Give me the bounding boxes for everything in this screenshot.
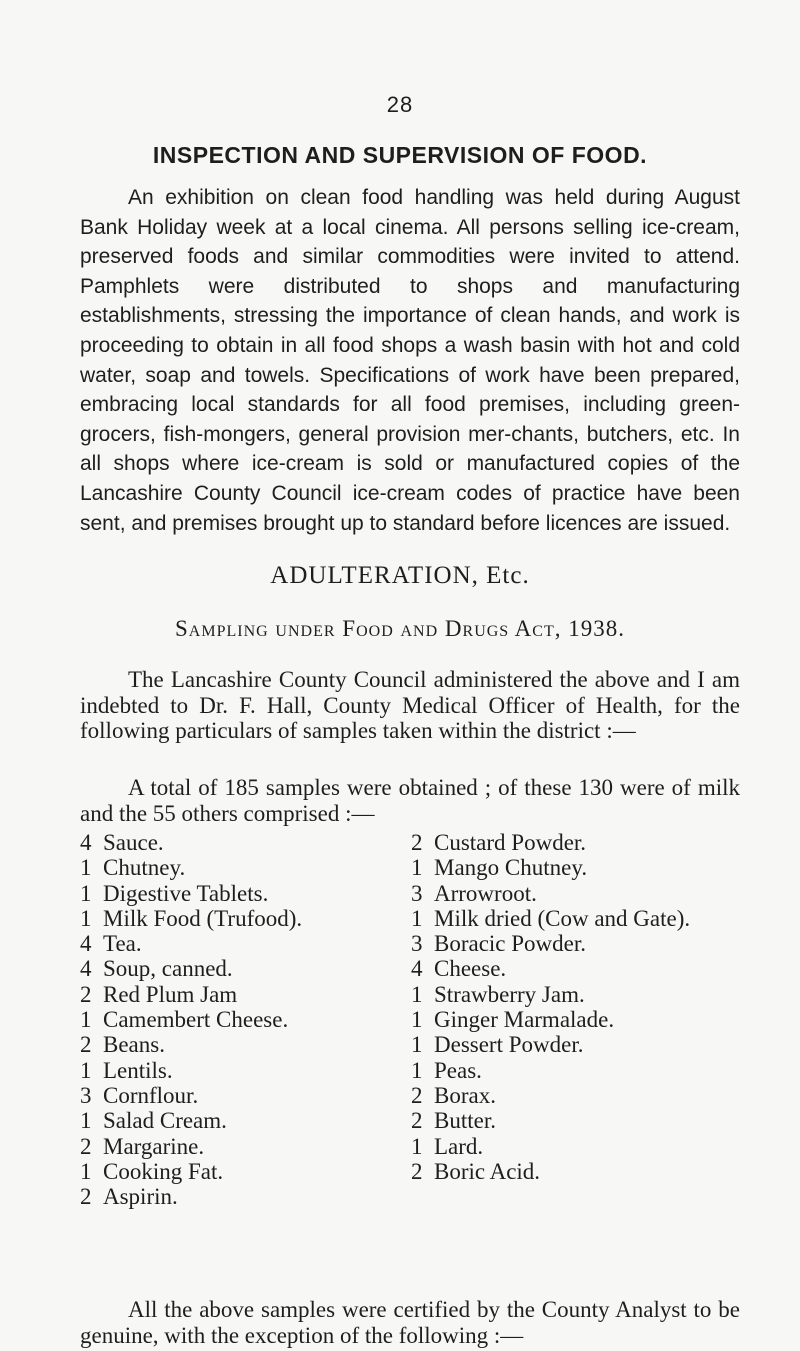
sample-list-item bbox=[80, 931, 400, 956]
sample-quantity: 1 bbox=[80, 1057, 92, 1083]
sample-item-name: Red Plum Jam bbox=[103, 981, 238, 1007]
sample-item-name: Lentils. bbox=[103, 1057, 173, 1083]
sample-item-name: Butter. bbox=[434, 1108, 496, 1134]
certified-paragraph: All the above samples were certified by the County Analyst to be genuine, with the exception of the following :— bbox=[80, 1297, 740, 1348]
sample-quantity: 1 bbox=[411, 905, 423, 931]
sample-item-name: Cooking Fat. bbox=[103, 1158, 224, 1184]
sample-quantity: 2 bbox=[80, 1032, 92, 1058]
sample-list-item bbox=[80, 956, 400, 981]
sample-quantity: 4 bbox=[411, 956, 423, 982]
sample-item-name: Custard Powder. bbox=[434, 830, 587, 855]
sample-item-name: Sauce. bbox=[103, 830, 164, 855]
sample-item-name: Borax. bbox=[434, 1082, 496, 1108]
sample-quantity: 3 bbox=[411, 931, 423, 957]
sample-list-item bbox=[80, 1159, 400, 1184]
page-number: 28 bbox=[386, 92, 414, 117]
sample-item-name: Soup, canned. bbox=[103, 956, 233, 982]
sample-item-name: Camembert Cheese. bbox=[103, 1007, 289, 1033]
sample-quantity: 4 bbox=[80, 931, 92, 957]
sample-quantity: 1 bbox=[411, 855, 423, 881]
sample-list-item bbox=[411, 906, 800, 931]
sample-quantity: 2 bbox=[411, 1108, 423, 1134]
sample-list-item bbox=[80, 855, 400, 880]
sample-quantity: 2 bbox=[411, 830, 423, 855]
sample-item-name: Mango Chutney. bbox=[434, 855, 588, 881]
sample-list-item bbox=[80, 881, 400, 906]
sample-quantity: 2 bbox=[411, 1082, 423, 1108]
sample-item-name: Peas. bbox=[434, 1057, 482, 1083]
sample-item-name: Boric Acid. bbox=[434, 1158, 541, 1184]
sample-list-item bbox=[80, 1032, 400, 1057]
sample-list-item bbox=[411, 931, 800, 956]
sample-item-name: Tea. bbox=[103, 931, 142, 957]
sample-quantity: 4 bbox=[80, 956, 92, 982]
sample-quantity: 3 bbox=[411, 880, 423, 906]
adulteration-heading: ADULTERATION, Etc. bbox=[270, 562, 530, 589]
sample-item-name: Aspirin. bbox=[103, 1184, 178, 1210]
sample-item-name: Salad Cream. bbox=[103, 1108, 227, 1134]
sample-quantity: 1 bbox=[80, 880, 92, 906]
sample-item-name: Chutney. bbox=[103, 855, 186, 881]
county-council-paragraph: The Lancashire County Council administered the above and I am indebted to Dr. F. Hall, County Medical Officer of Health, for the following particulars of samples taken within the district :— bbox=[80, 667, 740, 743]
sample-list-item bbox=[411, 1108, 800, 1133]
sample-item-name: Dessert Powder. bbox=[434, 1032, 584, 1058]
sample-list-item bbox=[411, 1083, 800, 1108]
sample-list-item bbox=[411, 881, 800, 906]
sample-list-item bbox=[411, 1134, 800, 1159]
inspection-paragraph: An exhibition on clean food handling was held during August Bank Holiday week at a local cinema. All persons selling ice-cream, preserved foods and similar commodities were invited to attend. Pamphlets were distributed to shops and manufacturing establishments, stressing the importance of clean hands, and work is proceeding to obtain in all food shops a wash basin with hot and cold water, soap and towels. Specifications of work have been prepared, embracing local standards for all food premises, including green-grocers, fish-mongers, general provision mer-chants, butchers, etc. In all shops where ice-cream is sold or manufactured copies of the Lancashire County Council ice-cream codes of practice have been sent, and premises brought up to standard before licences are issued. bbox=[80, 186, 740, 535]
samples-list-left bbox=[80, 830, 400, 1209]
sample-list-item bbox=[80, 1007, 400, 1032]
sample-quantity: 1 bbox=[411, 1007, 423, 1033]
sample-item-name: Strawberry Jam. bbox=[434, 981, 585, 1007]
sample-quantity: 2 bbox=[411, 1158, 423, 1184]
sample-list-item bbox=[80, 1134, 400, 1159]
sample-list-item bbox=[411, 1159, 800, 1184]
samples-list-right bbox=[411, 830, 800, 1184]
sample-quantity: 1 bbox=[80, 1007, 92, 1033]
sample-list-item bbox=[411, 956, 800, 981]
sample-quantity: 1 bbox=[411, 981, 423, 1007]
sample-quantity: 2 bbox=[80, 981, 92, 1007]
sample-quantity: 1 bbox=[80, 905, 92, 931]
sample-quantity: 2 bbox=[80, 1184, 92, 1210]
sample-quantity: 4 bbox=[80, 830, 92, 855]
sample-list-item bbox=[80, 1184, 400, 1209]
sample-quantity: 1 bbox=[80, 855, 92, 881]
sample-quantity: 1 bbox=[80, 1108, 92, 1134]
sample-item-name: Ginger Marmalade. bbox=[434, 1007, 615, 1033]
sample-quantity: 1 bbox=[80, 1158, 92, 1184]
sample-list-item bbox=[80, 906, 400, 931]
sample-list-item bbox=[411, 982, 800, 1007]
inspection-heading: INSPECTION AND SUPERVISION OF FOOD. bbox=[152, 142, 648, 168]
sample-list-item bbox=[80, 1058, 400, 1083]
sample-quantity: 2 bbox=[80, 1133, 92, 1159]
sample-item-name: Milk dried (Cow and Gate). bbox=[434, 905, 691, 931]
sample-quantity: 1 bbox=[411, 1133, 423, 1159]
sample-item-name: Lard. bbox=[434, 1133, 484, 1159]
sample-list-item bbox=[411, 1032, 800, 1057]
sample-item-name: Digestive Tablets. bbox=[103, 880, 269, 906]
sample-list-item bbox=[411, 855, 800, 880]
sample-item-name: Beans. bbox=[103, 1032, 165, 1058]
sample-list-item bbox=[80, 1108, 400, 1133]
sampling-subheading: Sampling under Food and Drugs Act, 1938. bbox=[175, 616, 625, 641]
sample-list-item bbox=[80, 982, 400, 1007]
sample-item-name: Milk Food (Trufood). bbox=[103, 905, 303, 931]
sample-list-item bbox=[80, 1083, 400, 1108]
sample-quantity: 1 bbox=[411, 1057, 423, 1083]
sample-list-item bbox=[411, 830, 800, 855]
sample-quantity: 1 bbox=[411, 1032, 423, 1058]
sample-quantity: 3 bbox=[80, 1082, 92, 1108]
sample-item-name: Cheese. bbox=[434, 956, 507, 982]
sample-list-item bbox=[80, 830, 400, 855]
sample-item-name: Cornflour. bbox=[103, 1082, 199, 1108]
sample-list-item bbox=[411, 1007, 800, 1032]
samples-total-paragraph: A total of 185 samples were obtained ; of these 130 were of milk and the 55 others comprised :— bbox=[80, 775, 740, 826]
sample-list-item bbox=[411, 1058, 800, 1083]
sample-item-name: Margarine. bbox=[103, 1133, 205, 1159]
sample-item-name: Arrowroot. bbox=[434, 880, 537, 906]
sample-item-name: Boracic Powder. bbox=[434, 931, 587, 957]
